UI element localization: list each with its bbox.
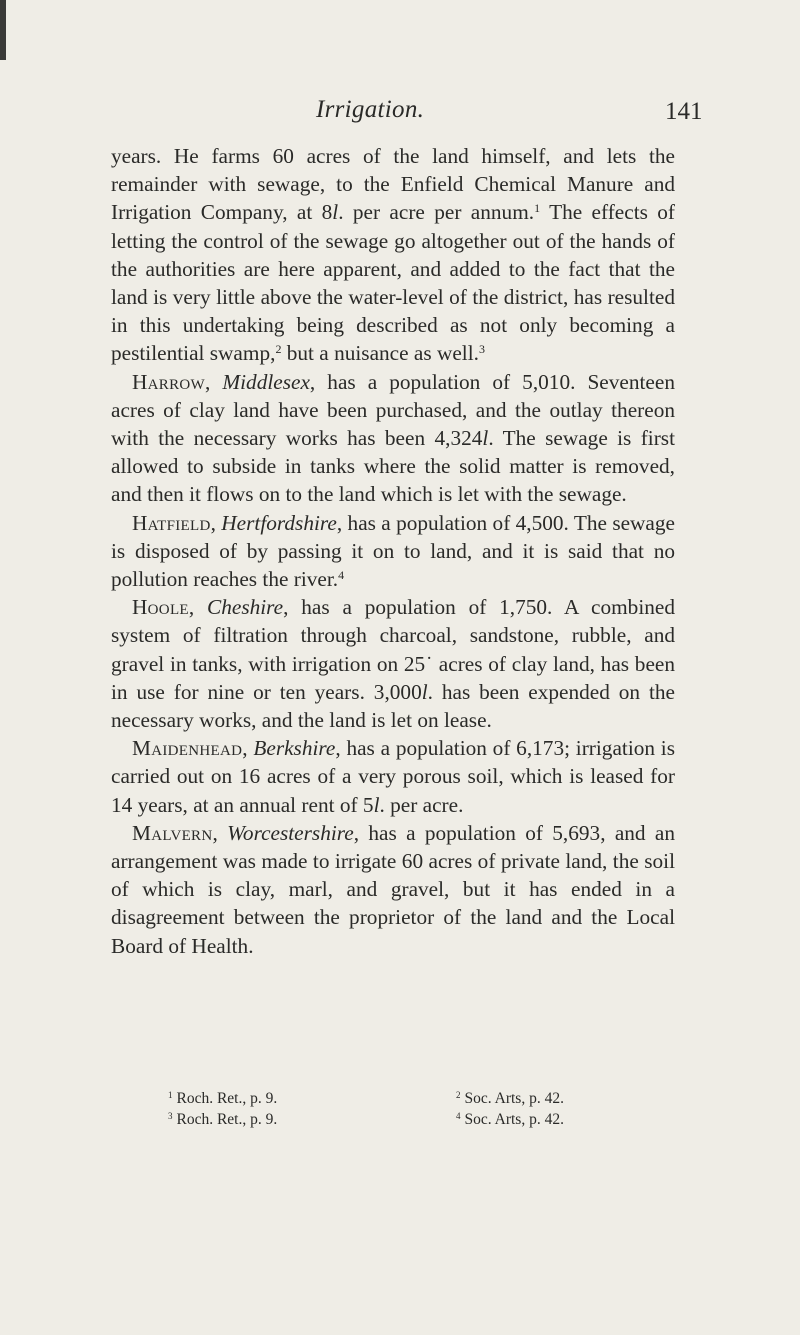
text-run: , has a population of 4,500. The sewage is disposed of by passing it on to land, and it is said that no pollution reaches the river.	[111, 510, 675, 592]
place-name: Malvern	[132, 820, 213, 845]
page-number: 141	[665, 98, 703, 125]
text-run: . per acre per annum.	[338, 200, 535, 225]
footnote-mark: 1	[168, 1090, 173, 1100]
italic-text: l	[482, 426, 489, 451]
paragraph-maidenhead	[111, 734, 675, 819]
paragraph-harrow	[111, 368, 675, 509]
page-edge-shadow	[0, 0, 6, 60]
italic-text: l	[332, 200, 339, 225]
footnote-text: Soc. Arts, p. 42.	[464, 1111, 564, 1128]
italic-text: Worcestershire	[227, 820, 354, 845]
page-header	[0, 96, 800, 136]
text-run: years. He farms 60 acres of the land himself, and lets the remainder with sewage, to the Enfield Chemical Manure and Irrigation Company, at 8	[111, 144, 675, 225]
text-run: ,	[210, 510, 222, 535]
place-name: Maidenhead	[132, 736, 243, 761]
footnote-mark: 4	[456, 1111, 461, 1121]
running-title: Irrigation.	[316, 96, 425, 123]
footnote-3	[168, 1109, 277, 1130]
italic-text: Middlesex	[222, 369, 310, 394]
text-run: ,	[188, 595, 208, 620]
text-run: ,	[242, 736, 254, 761]
text-run: ,	[205, 369, 223, 394]
italic-text: l	[421, 679, 428, 704]
italic-text: Berkshire	[253, 736, 336, 761]
footnote-2	[456, 1088, 564, 1109]
text-run: . has been expended on the necessary works, and the land is let on lease.	[111, 679, 675, 733]
text-run: , has a population of 1,750. A combined system of filtration through charcoal, sandstone, rubble, and gravel in tanks, with irrigation on 25˙ acres of clay land, has been in use for nine or ten years. 3,000	[111, 595, 675, 704]
text-run: , has a population of 5,010. Seventeen acres of clay land have been purchased, and the outlay thereon with the necessary works has been 4,324	[111, 369, 675, 451]
footnote-text: Roch. Ret., p. 9.	[176, 1111, 278, 1128]
place-name: Hatfield	[132, 510, 211, 535]
place-name: Harrow	[132, 369, 206, 394]
footnote-text: Soc. Arts, p. 42.	[464, 1090, 564, 1107]
footnote-1	[168, 1088, 277, 1109]
text-run: , has a population of 5,693, and an arrangement was made to irrigate 60 acres of private land, the soil of which is clay, marl, and gravel, but it has ended in a disagreement between the proprietor of the land and the Local Board of Health.	[111, 820, 675, 958]
paragraph-continuation	[111, 142, 675, 368]
paragraph-malvern	[111, 819, 675, 960]
footnote-reference: 2	[275, 342, 282, 357]
text-run: . per acre.	[379, 792, 464, 817]
paragraph-hatfield	[111, 509, 675, 594]
place-name: Hoole	[132, 595, 189, 620]
italic-text: Cheshire	[207, 595, 284, 620]
text-run: . The sewage is first allowed to subside in tanks where the solid matter is removed, and then it flows on to the land which is let with the sewage.	[111, 426, 676, 507]
footnote-reference: 3	[478, 342, 485, 357]
text-run: but a nuisance as well.	[281, 341, 479, 366]
italic-text: l	[373, 792, 380, 817]
footnote-reference: 1	[534, 201, 541, 216]
text-run: ,	[212, 820, 228, 845]
footnote-4	[456, 1109, 564, 1130]
footnote-reference: 4	[338, 568, 345, 583]
body-text	[111, 142, 675, 960]
paragraph-hoole	[111, 593, 675, 734]
text-run: The effects of letting the control of the sewage go altogether out of the hands of the authorities are here apparent, and added to the fact that the land is very little above the water-level of the district, has resulted in this undertaking being described as not only becoming a pestilential swamp,	[111, 200, 675, 366]
footnote-text: Roch. Ret., p. 9.	[176, 1090, 278, 1107]
footnote-mark: 3	[168, 1111, 173, 1121]
footnote-mark: 2	[456, 1090, 461, 1100]
text-run: , has a population of 6,173; irrigation is carried out on 16 acres of a very porous soil, which is leased for 14 years, at an annual rent of 5	[111, 736, 675, 817]
italic-text: Hertfordshire	[221, 510, 337, 535]
